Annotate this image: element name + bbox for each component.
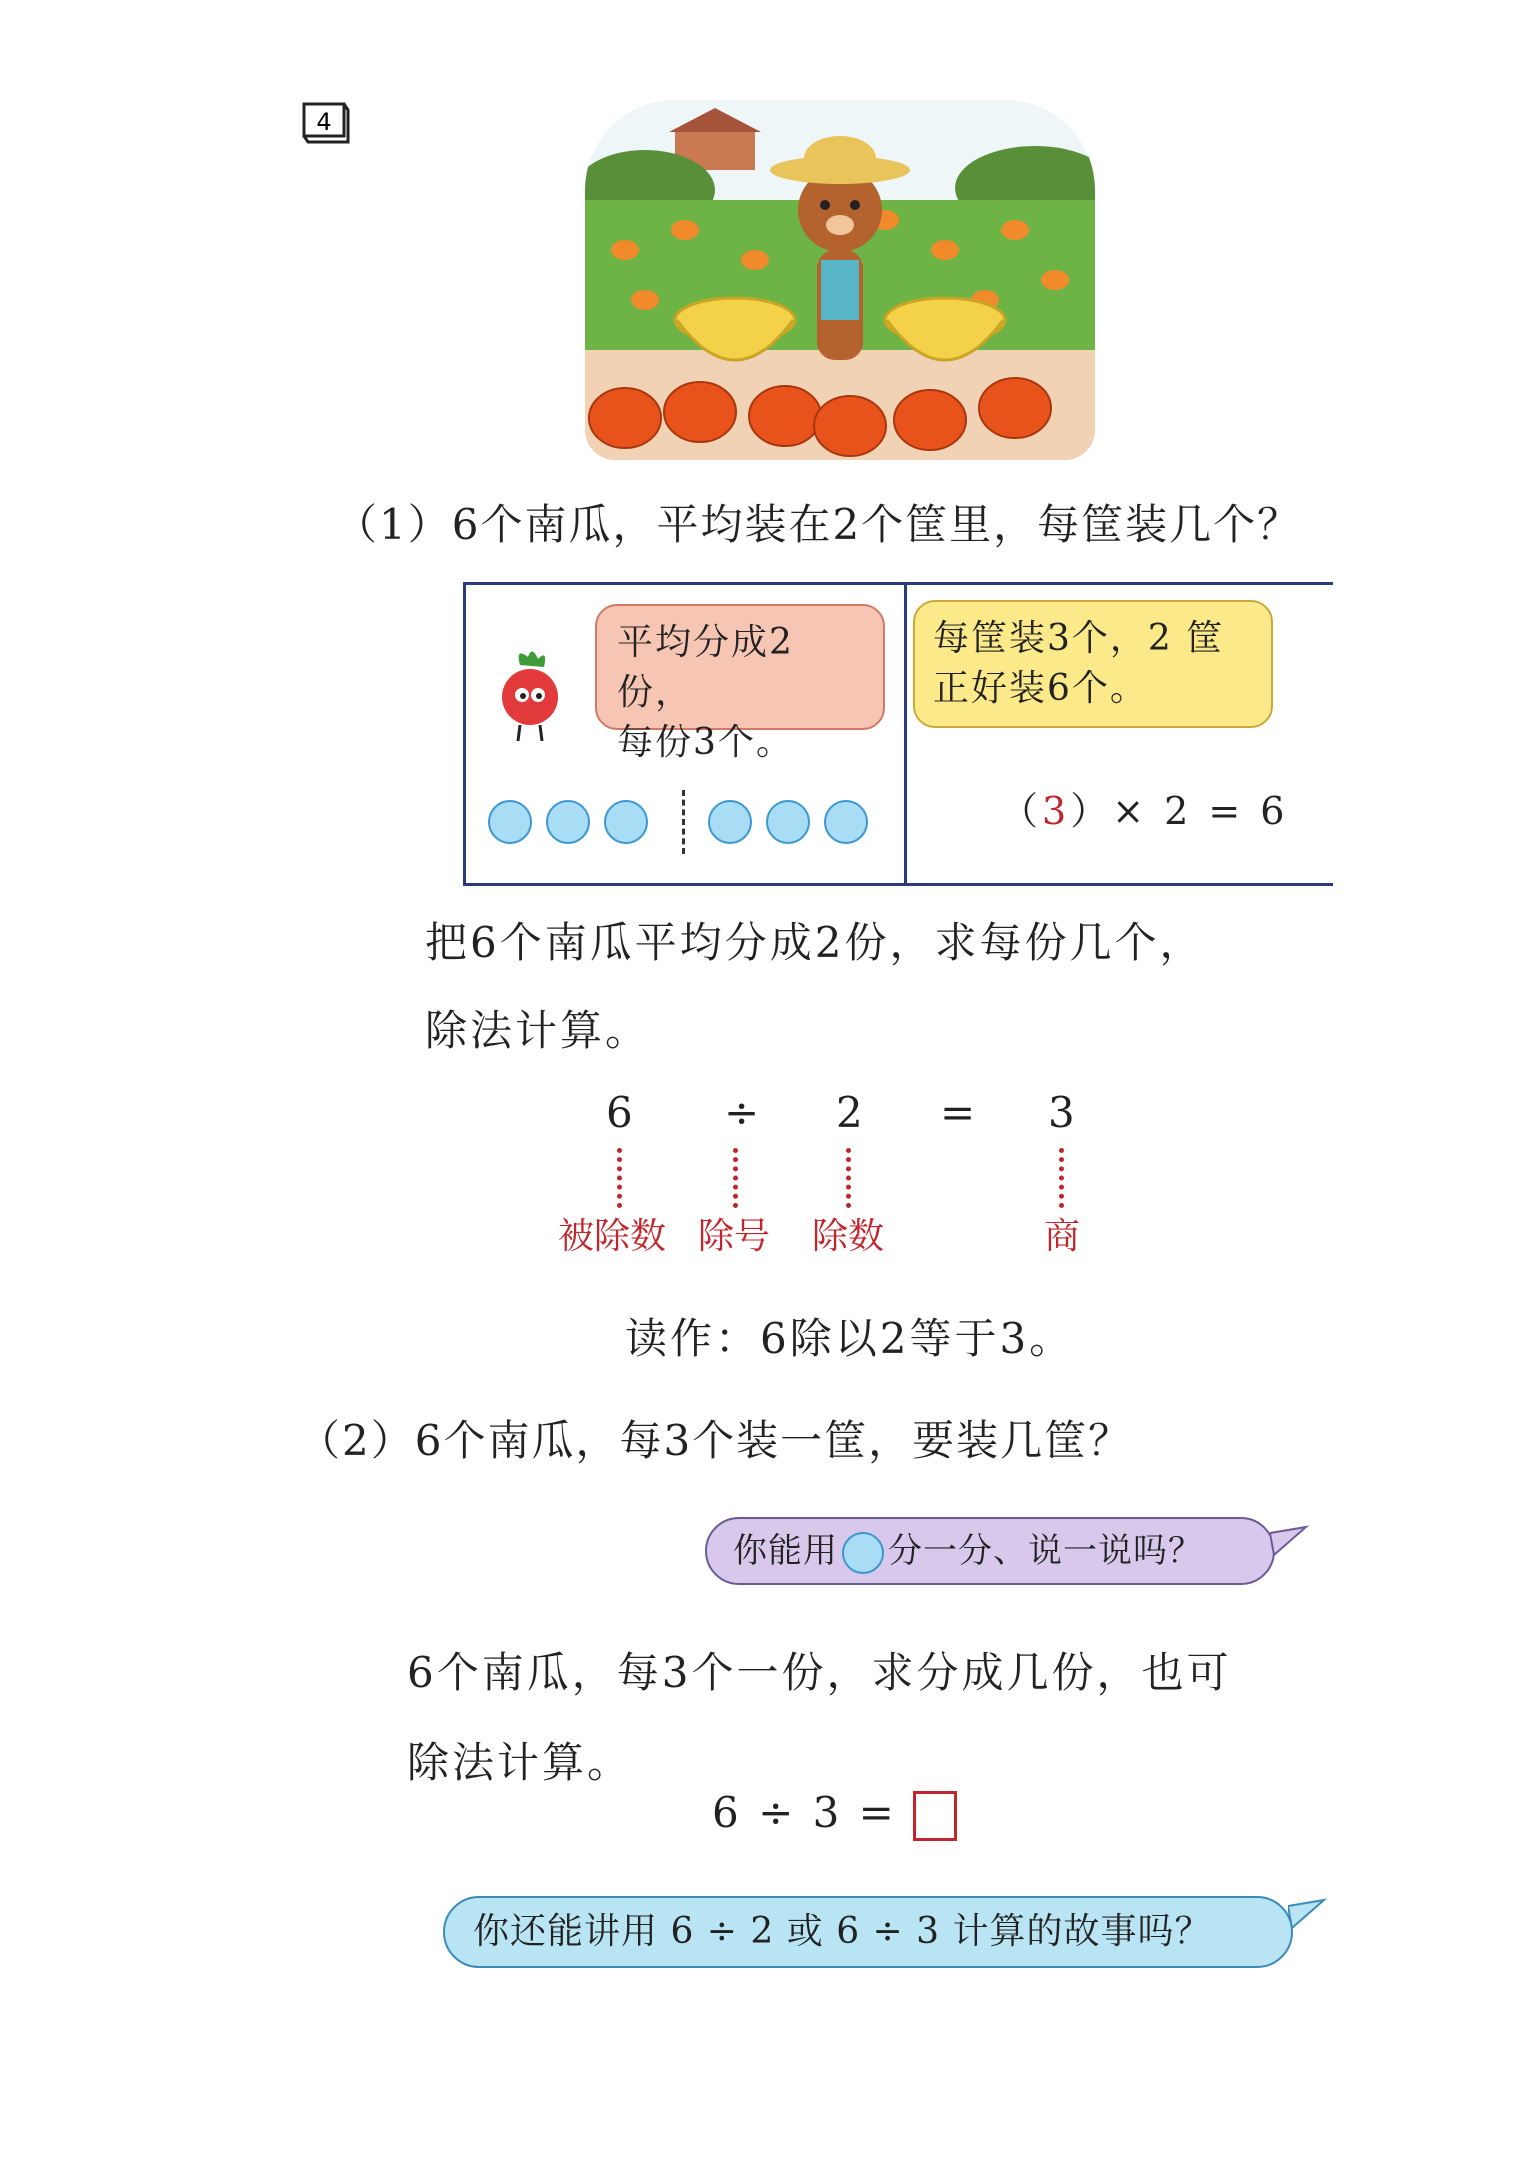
hint-speech-bubble xyxy=(705,1517,1275,1585)
circle-counter xyxy=(546,800,590,844)
pink-bubble-line-2: 每份3个。 xyxy=(617,722,794,763)
quotient: 3 xyxy=(1048,1088,1078,1137)
hint-after: 分一分、说一说吗？ xyxy=(888,1531,1203,1571)
question-1: （1）6个南瓜，平均装在2个筐里，每筐装几个？ xyxy=(335,500,1302,549)
bubble-tail-icon xyxy=(1288,1898,1328,1938)
circle-counter xyxy=(824,800,868,844)
explanation-2-line-2: 除法计算。 xyxy=(407,1738,633,1787)
explanation-1-line-1: 把6个南瓜平均分成2份，求每份几个， xyxy=(425,918,1205,967)
dashed-separator xyxy=(682,790,685,854)
mult-answer: 3 xyxy=(1042,789,1071,833)
quotient-label: 商 xyxy=(1044,1216,1081,1257)
division-sign-label: 除号 xyxy=(698,1216,771,1257)
pink-speech-bubble xyxy=(595,604,885,763)
pink-bubble-line-1: 平均分成2份， xyxy=(617,622,794,713)
answer-box[interactable] xyxy=(913,1791,957,1841)
question-2: （2）6个南瓜，每3个装一筐，要装几筐？ xyxy=(298,1416,1133,1465)
circle-counter xyxy=(708,800,752,844)
circle-counter xyxy=(604,800,648,844)
radish-mascot-icon xyxy=(490,645,570,749)
dividend-label: 被除数 xyxy=(558,1216,667,1257)
quotient-connector xyxy=(1059,1148,1064,1208)
explanation-2-line-1: 6个南瓜，每3个一份，求分成几份，也可 xyxy=(407,1648,1232,1697)
mult-rest: ）× 2 = 6 xyxy=(1070,789,1289,833)
read-as: 读作：6除以2等于3。 xyxy=(625,1314,1075,1363)
circle-counter xyxy=(766,800,810,844)
story-speech-bubble: 你还能讲用 6 ÷ 2 或 6 ÷ 3 计算的故事吗？ xyxy=(443,1896,1293,1968)
hint-before: 你能用 xyxy=(733,1531,838,1571)
yellow-bubble-line-2: 正好装6个。 xyxy=(933,668,1148,709)
panel-divider xyxy=(904,582,907,886)
divisor-label: 除数 xyxy=(812,1216,885,1257)
dividend: 6 xyxy=(606,1088,636,1137)
yellow-bubble-line-1: 每筐装3个，2 筐 xyxy=(933,618,1225,659)
division-sign: ÷ xyxy=(724,1088,763,1137)
yellow-speech-bubble xyxy=(913,600,1273,728)
bear-pumpkin-illustration xyxy=(585,100,1095,460)
bubble-tail-icon xyxy=(1270,1525,1310,1565)
divisor: 2 xyxy=(836,1088,866,1137)
equals-sign: = xyxy=(940,1088,979,1137)
example-number-badge xyxy=(300,100,352,148)
multiplication-equation xyxy=(1000,780,1288,835)
book-icon xyxy=(300,100,352,148)
circle-counter-icon xyxy=(842,1532,884,1574)
mult-open-paren: （ xyxy=(1000,789,1043,833)
explanation-1-line-2: 除法计算。 xyxy=(425,1006,651,1055)
divisor-connector xyxy=(846,1148,851,1208)
equation-2-text: 6 ÷ 3 = xyxy=(712,1788,897,1837)
circle-counter xyxy=(488,800,532,844)
sign-connector xyxy=(733,1148,738,1208)
dividend-connector xyxy=(617,1148,622,1208)
division-equation-2 xyxy=(712,1788,957,1841)
example-number: 4 xyxy=(316,108,332,136)
